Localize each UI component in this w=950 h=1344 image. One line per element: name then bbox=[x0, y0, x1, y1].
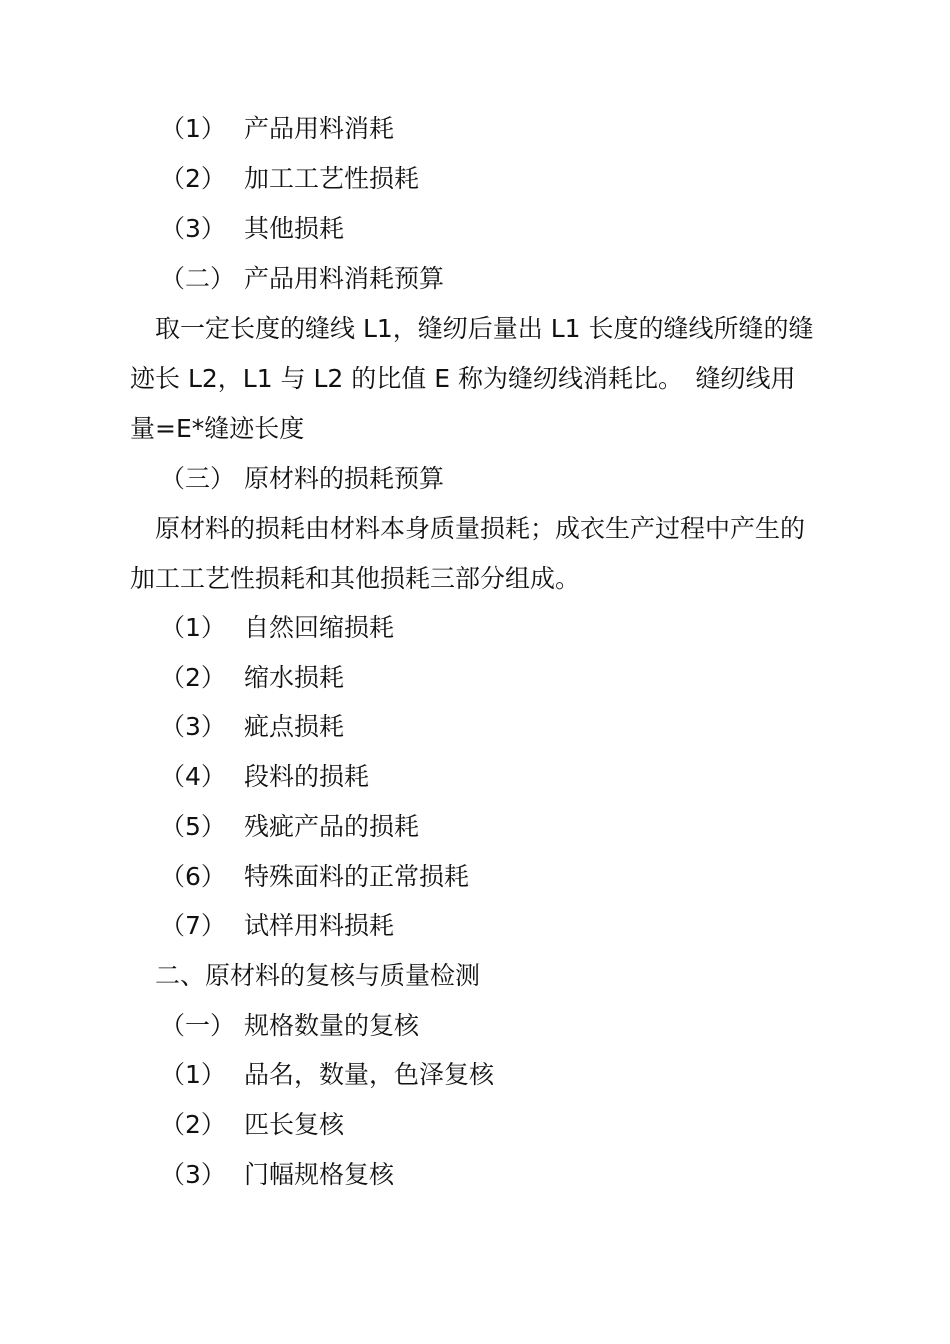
item-text: 品名，数量，色泽复核 bbox=[244, 1060, 495, 1089]
list-item bbox=[130, 901, 820, 951]
item-text: 残疵产品的损耗 bbox=[244, 812, 420, 841]
item-text: 产品用料消耗 bbox=[244, 114, 395, 143]
item-text: 疵点损耗 bbox=[244, 712, 345, 741]
item-number: （3） bbox=[160, 712, 226, 741]
list-item bbox=[130, 752, 820, 802]
item-text: 其他损耗 bbox=[244, 214, 345, 243]
list-item bbox=[130, 104, 820, 154]
chapter-heading bbox=[130, 951, 820, 1001]
list-item bbox=[130, 154, 820, 204]
item-number: （3） bbox=[160, 1160, 226, 1189]
item-text: 加工工艺性损耗 bbox=[244, 164, 420, 193]
section-title: 规格数量的复核 bbox=[244, 1011, 420, 1040]
item-number: （4） bbox=[160, 762, 226, 791]
item-text: 匹长复核 bbox=[244, 1110, 345, 1139]
list-item bbox=[130, 702, 820, 752]
section-heading bbox=[130, 1001, 820, 1051]
item-number: （3） bbox=[160, 214, 226, 243]
list-item bbox=[130, 1050, 820, 1100]
list-item bbox=[130, 653, 820, 703]
section-title: 产品用料消耗预算 bbox=[244, 264, 445, 293]
section-heading bbox=[130, 454, 820, 504]
item-number: （2） bbox=[160, 164, 226, 193]
paragraph: 取一定长度的缝线 L1，缝纫后量出 L1 长度的缝线所缝的缝迹长 L2，L1 与 L2 的比值 E 称为缝纫线消耗比。 缝纫线用量=E*缝迹长度 bbox=[130, 314, 814, 443]
list-item bbox=[130, 1150, 820, 1200]
item-number: （2） bbox=[160, 1110, 226, 1139]
list-item bbox=[130, 603, 820, 653]
section-number: （三） bbox=[160, 464, 236, 493]
item-number: （7） bbox=[160, 911, 226, 940]
item-number: （5） bbox=[160, 812, 226, 841]
item-text: 试样用料损耗 bbox=[244, 911, 395, 940]
item-number: （2） bbox=[160, 663, 226, 692]
section-number: （一） bbox=[160, 1011, 236, 1040]
list-item bbox=[130, 1100, 820, 1150]
item-number: （1） bbox=[160, 114, 226, 143]
section-title: 原材料的损耗预算 bbox=[244, 464, 445, 493]
list-item bbox=[130, 204, 820, 254]
list-item bbox=[130, 802, 820, 852]
item-text: 缩水损耗 bbox=[244, 663, 345, 692]
item-text: 段料的损耗 bbox=[244, 762, 370, 791]
item-text: 门幅规格复核 bbox=[244, 1160, 395, 1189]
item-text: 自然回缩损耗 bbox=[244, 613, 395, 642]
chapter-title: 二、原材料的复核与质量检测 bbox=[155, 961, 481, 990]
item-number: （1） bbox=[160, 1060, 226, 1089]
item-text: 特殊面料的正常损耗 bbox=[244, 862, 470, 891]
paragraph: 原材料的损耗由材料本身质量损耗；成衣生产过程中产生的加工工艺性损耗和其他损耗三部分组成。 bbox=[130, 514, 806, 593]
item-number: （6） bbox=[160, 862, 226, 891]
item-number: （1） bbox=[160, 613, 226, 642]
list-item bbox=[130, 852, 820, 902]
section-heading bbox=[130, 254, 820, 304]
section-number: （二） bbox=[160, 264, 236, 293]
